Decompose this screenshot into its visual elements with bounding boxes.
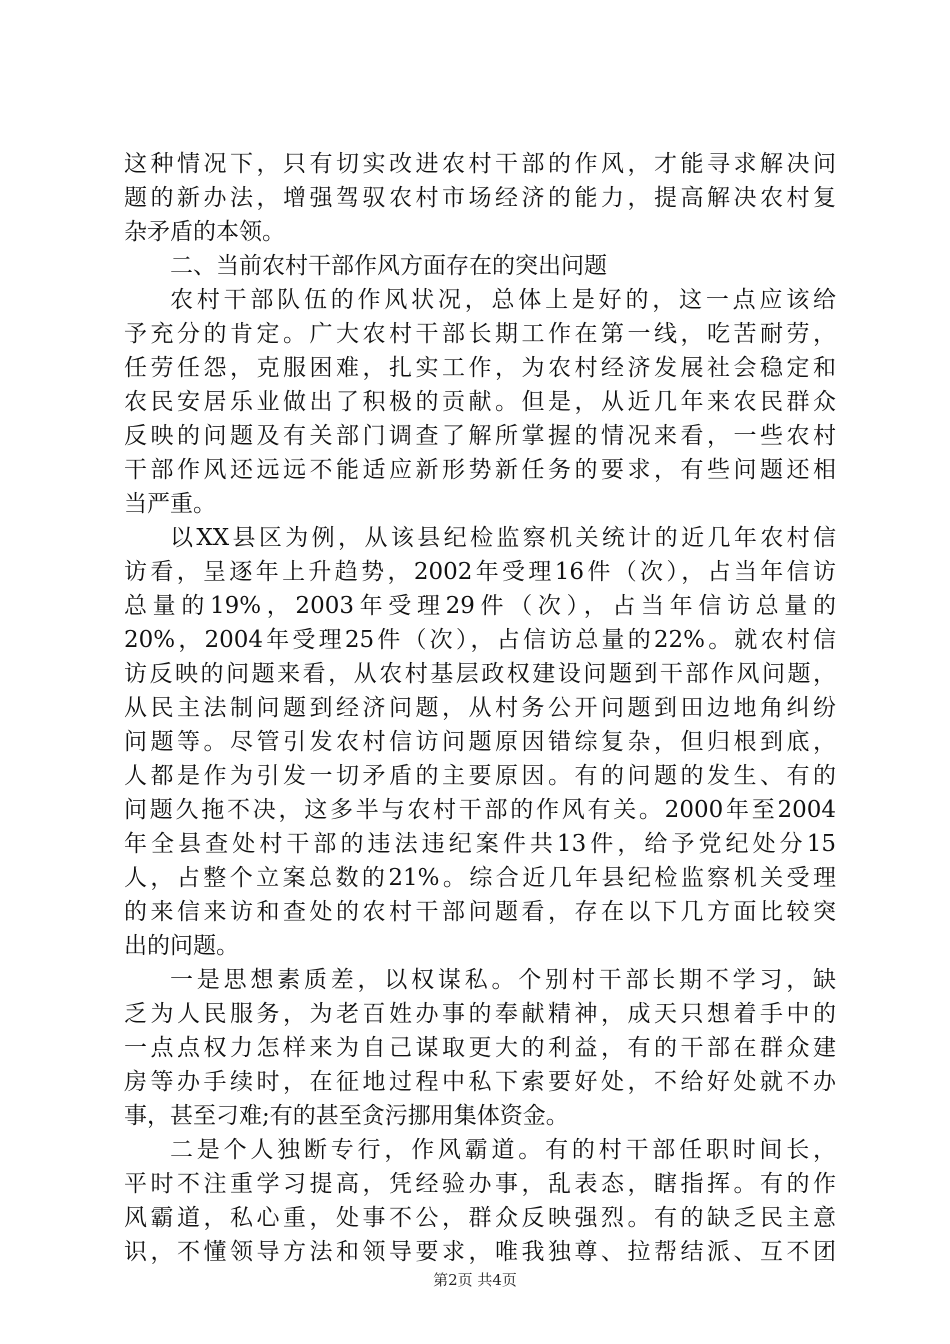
text-line: 事，甚至刁难;有的甚至贪污挪用集体资金。 — [124, 1103, 569, 1129]
text-line: 干部作风还远远不能适应新形势新任务的要求，有些问题还相 — [124, 457, 836, 483]
text-line: 访看，呈逐年上升趋势，2002年受理16件（次），占当年信访 — [124, 559, 836, 585]
text-line: 风霸道，私心重，处事不公，群众反映强烈。有的缺乏民主意 — [124, 1205, 836, 1231]
text-line: 问题久拖不决，这多半与农村干部的作风有关。2000年至2004 — [124, 797, 836, 823]
text-line: 识，不懂领导方法和领导要求，唯我独尊、拉帮结派、互不团 — [124, 1239, 836, 1265]
paragraph — [124, 147, 836, 249]
paragraph — [124, 963, 836, 1133]
text-line: 问题等。尽管引发农村信访问题原因错综复杂，但归根到底， — [124, 729, 836, 755]
text-line: 年全县查处村干部的违法违纪案件共13件，给予党纪处分15 — [124, 831, 836, 857]
text-line: 农民安居乐业做出了积极的贡献。但是，从近几年来农民群众 — [124, 389, 836, 415]
text-line: 人都是作为引发一切矛盾的主要原因。有的问题的发生、有的 — [124, 763, 836, 789]
section-heading — [124, 249, 836, 283]
text-line: 乏为人民服务，为老百姓办事的奉献精神，成天只想着手中的 — [124, 1001, 836, 1027]
text-line: 二、当前农村干部作风方面存在的突出问题 — [170, 253, 607, 279]
text-line: 20%，2004年受理25件（次），占信访总量的22%。就农村信 — [124, 627, 836, 653]
text-line: 当严重。 — [124, 491, 216, 517]
text-line: 题的新办法，增强驾驭农村市场经济的能力，提高解决农村复 — [124, 185, 836, 211]
paragraph — [124, 1133, 836, 1269]
text-line: 人，占整个立案总数的21%。综合近几年县纪检监察机关受理 — [124, 865, 836, 891]
page-number: 第2页 共4页 — [433, 1271, 517, 1289]
text-line: 任劳任怨，克服困难，扎实工作，为农村经济发展社会稳定和 — [124, 355, 836, 381]
text-line: 从民主法制问题到经济问题，从村务公开问题到田边地角纠纷 — [124, 695, 836, 721]
text-line: 出的问题。 — [124, 933, 239, 959]
document-body — [124, 147, 836, 1269]
text-line: 一是思想素质差，以权谋私。个别村干部长期不学习，缺 — [170, 967, 836, 993]
paragraph — [124, 283, 836, 521]
text-line: 平时不注重学习提高，凭经验办事，乱表态，瞎指挥。有的作 — [124, 1171, 836, 1197]
text-line: 一点点权力怎样来为自己谋取更大的利益，有的干部在群众建 — [124, 1035, 836, 1061]
text-line: 的来信来访和查处的农村干部问题看，存在以下几方面比较突 — [124, 899, 836, 925]
text-line: 总量的19%，2003年受理29件（次），占当年信访总量的 — [124, 593, 836, 619]
text-line: 房等办手续时，在征地过程中私下索要好处，不给好处就不办 — [124, 1069, 836, 1095]
text-line: 反映的问题及有关部门调查了解所掌握的情况来看，一些农村 — [124, 423, 836, 449]
text-line: 二是个人独断专行，作风霸道。有的村干部任职时间长， — [170, 1137, 836, 1163]
text-line: 予充分的肯定。广大农村干部长期工作在第一线，吃苦耐劳， — [124, 321, 836, 347]
paragraph — [124, 521, 836, 963]
text-line: 农村干部队伍的作风状况，总体上是好的，这一点应该给 — [170, 287, 836, 313]
text-line: 访反映的问题来看，从农村基层政权建设问题到干部作风问题， — [124, 661, 836, 687]
text-line: 杂矛盾的本领。 — [124, 219, 285, 245]
text-line: 这种情况下，只有切实改进农村干部的作风，才能寻求解决问 — [124, 151, 836, 177]
text-line: 以XX县区为例，从该县纪检监察机关统计的近几年农村信 — [170, 525, 836, 551]
